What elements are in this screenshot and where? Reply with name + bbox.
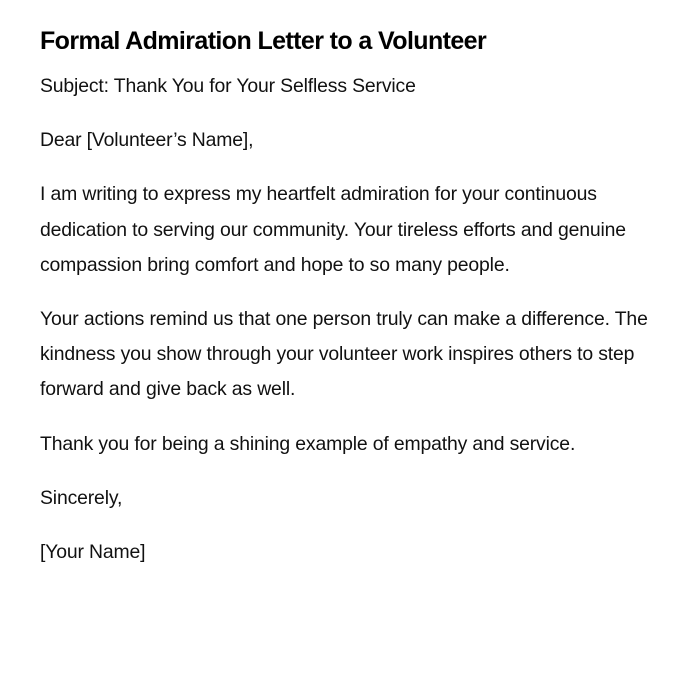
letter-paragraph-2: Your actions remind us that one person truly can make a difference. The kindness you show through your volunteer work inspires others to step forward and give back as well. (40, 308, 648, 401)
letter-paragraph-1: I am writing to express my heartfelt admiration for your continuous dedication to serving our community. Your tireless efforts and genuine compassion bring comfort and hope to so many people. (40, 183, 626, 276)
page-title: Formal Admiration Letter to a Volunteer (40, 27, 487, 55)
letter-subject: Subject: Thank You for Your Selfless Service (40, 75, 416, 97)
letter-closing: Sincerely, (40, 486, 123, 509)
letter-greeting: Dear [Volunteer’s Name], (40, 129, 254, 152)
letter-signature: [Your Name] (40, 541, 146, 564)
letter-paragraph-3: Thank you for being a shining example of empathy and service. (40, 432, 576, 455)
